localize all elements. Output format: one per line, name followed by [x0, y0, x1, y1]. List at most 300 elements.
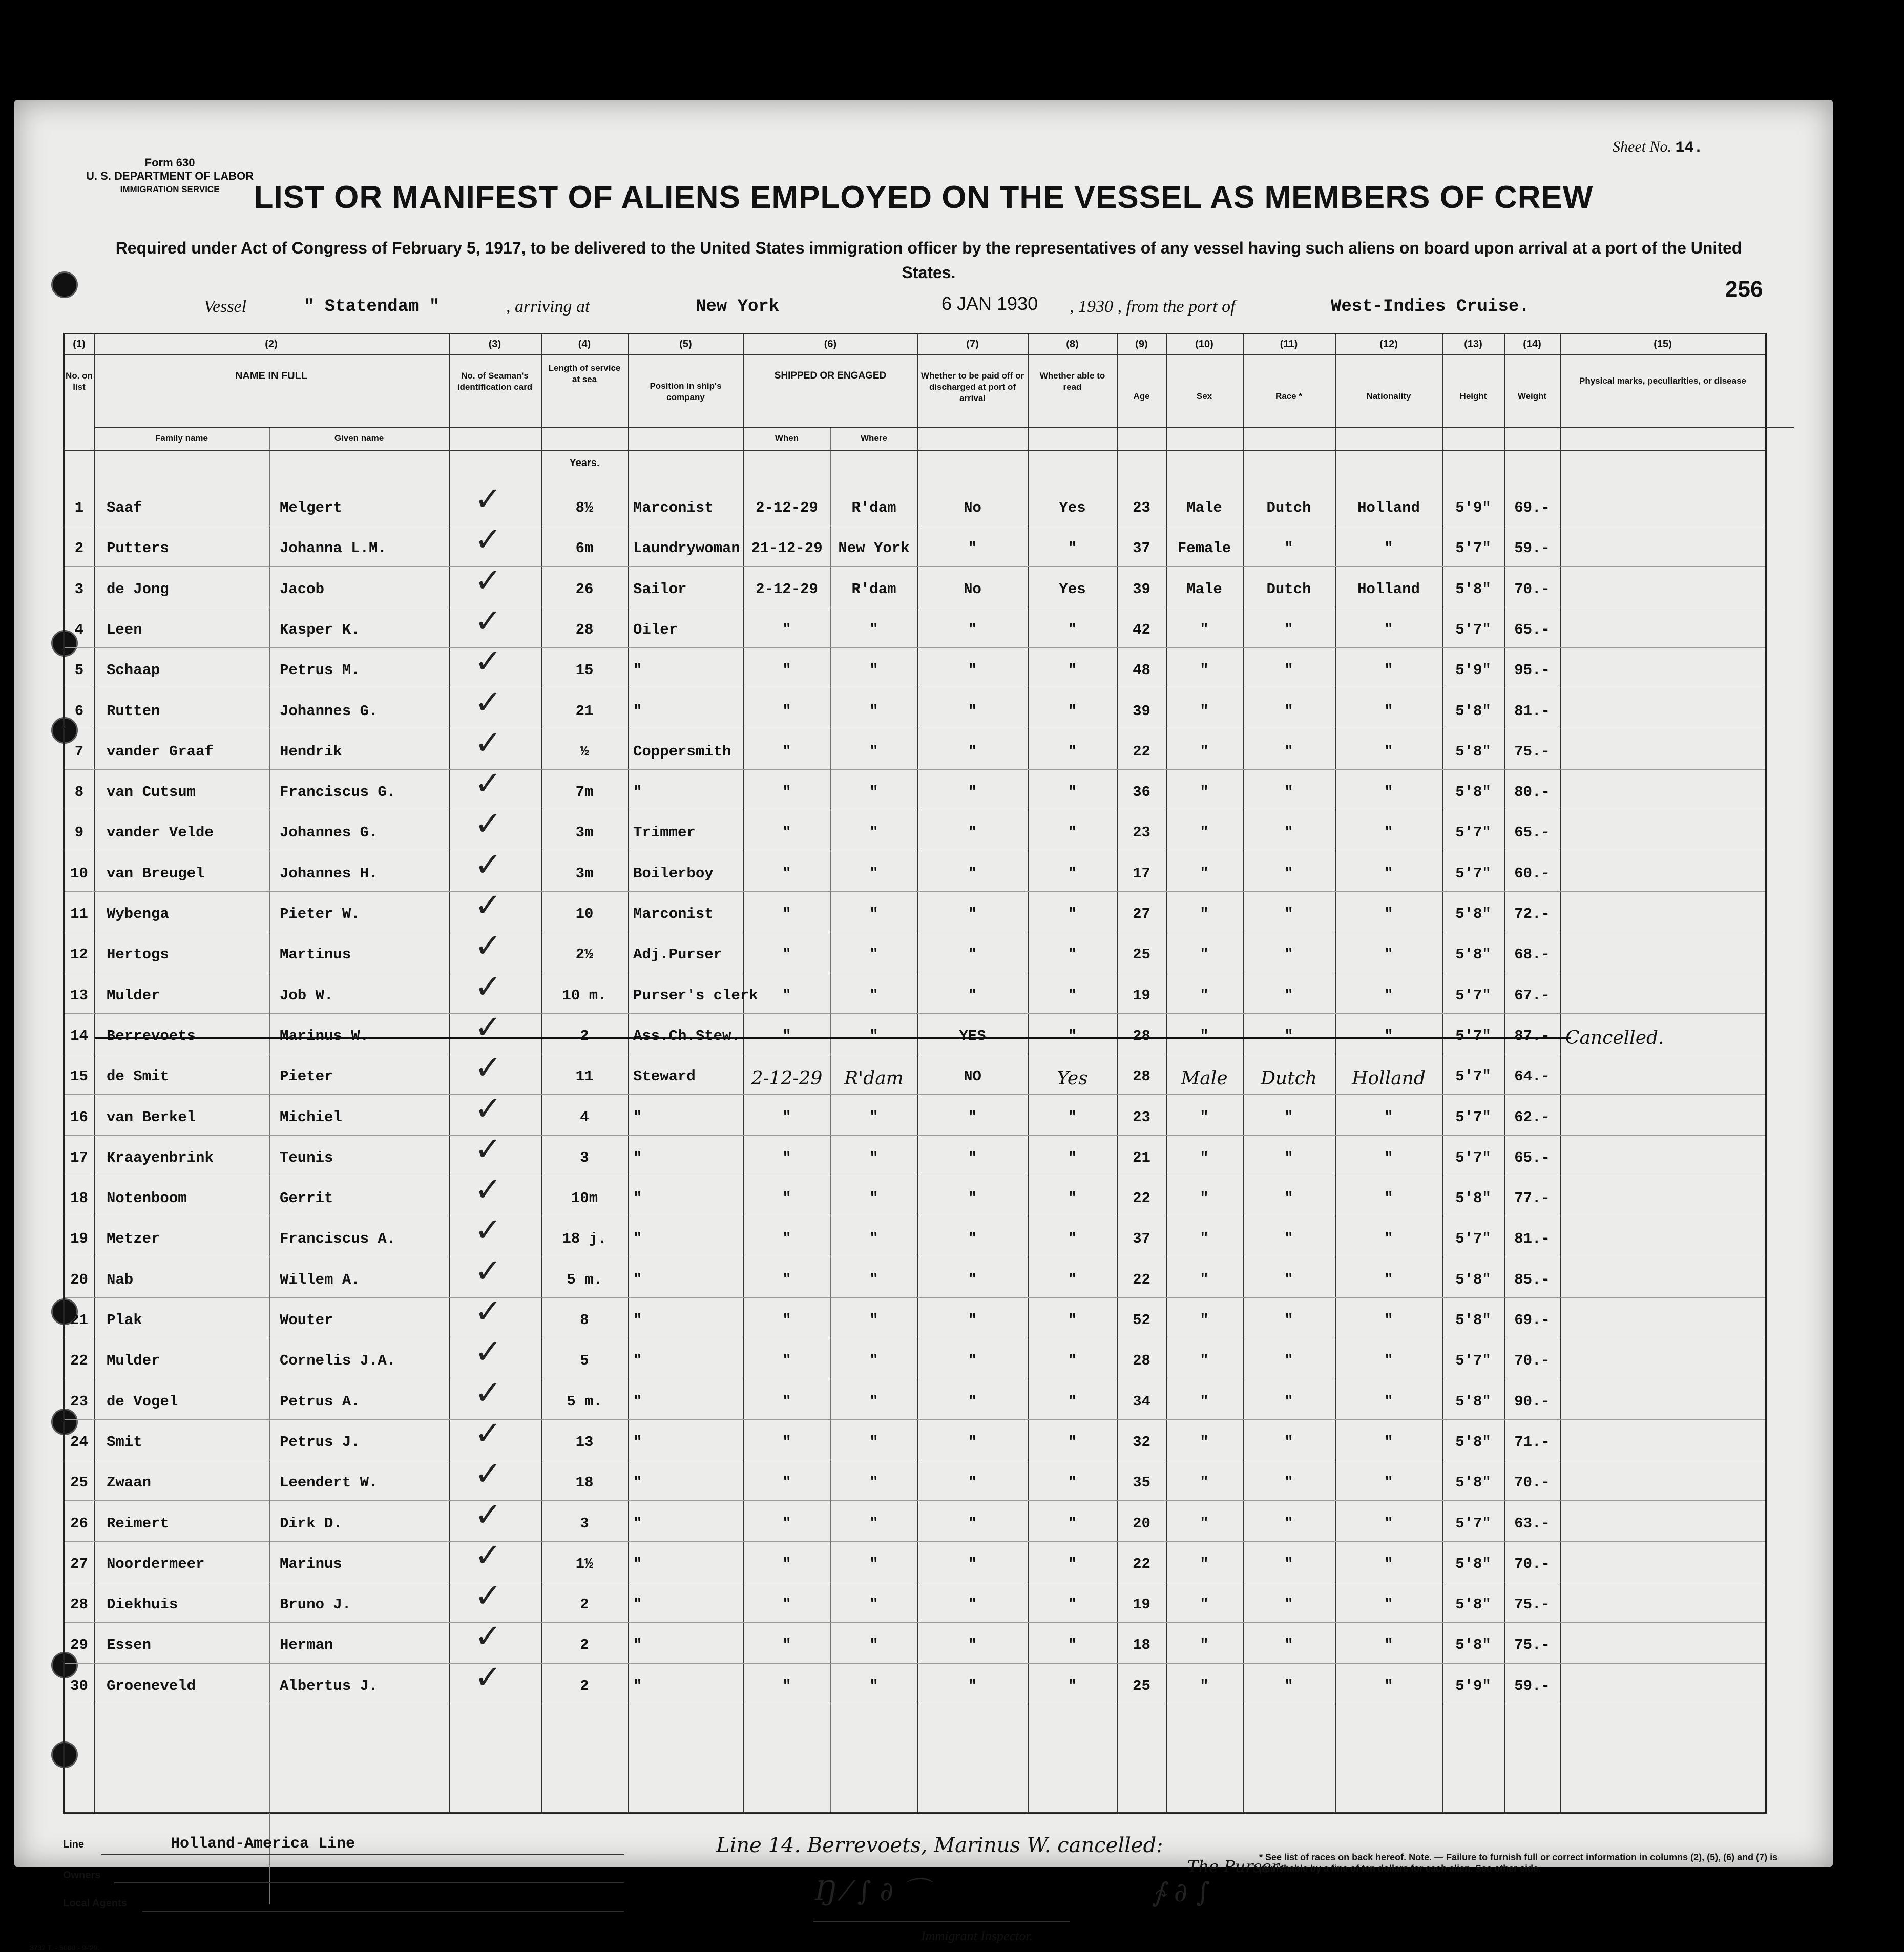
- cell-race: ": [1284, 1636, 1293, 1654]
- cell-service: 3m: [575, 865, 594, 882]
- cell-height: 5'8": [1455, 784, 1491, 801]
- cell-nationality: ": [1384, 824, 1393, 842]
- arriving-label: , arriving at: [506, 297, 590, 316]
- cell-weight: 70.-: [1514, 1474, 1550, 1492]
- cell-position: ": [633, 1230, 642, 1248]
- cell-where: ": [869, 702, 878, 720]
- cell-family: Saaf: [107, 499, 142, 516]
- seaman-card-check-mark: ✓: [474, 561, 502, 600]
- cell-family: Essen: [107, 1636, 152, 1654]
- cell-no: 23: [70, 1393, 88, 1410]
- cell-weight: 70.-: [1514, 1555, 1550, 1572]
- col-num: (8): [1066, 339, 1079, 350]
- cell-no: 11: [70, 906, 88, 922]
- cell-position: ": [633, 1515, 642, 1532]
- cell-nationality: ": [1384, 1393, 1393, 1410]
- cell-race: ": [1284, 1555, 1293, 1572]
- cell-paid: ": [968, 987, 977, 1004]
- seaman-card-check-mark: ✓: [474, 683, 502, 722]
- cell-position: ": [633, 1677, 642, 1694]
- cell-read: ": [1068, 743, 1077, 760]
- table-row: [65, 805, 1765, 853]
- table-row: [65, 1414, 1765, 1463]
- cell-age: 20: [1133, 1515, 1150, 1532]
- table-row: [65, 521, 1765, 569]
- cell-nationality: ": [1384, 1352, 1393, 1370]
- row-rule: [65, 1541, 1765, 1542]
- row-rule: [65, 1419, 1765, 1420]
- cell-where: ": [869, 621, 878, 638]
- cell-age: 22: [1133, 1271, 1150, 1288]
- cell-read: ": [1068, 824, 1077, 842]
- cell-where: ": [869, 1108, 878, 1126]
- seaman-card-check-mark: ✓: [474, 643, 502, 681]
- cell-family: Berrevoets: [107, 1027, 196, 1044]
- cell-position: ": [633, 1636, 642, 1654]
- cell-no: 1: [74, 499, 84, 516]
- cell-paid: ": [968, 1596, 977, 1613]
- cell-nationality: ": [1384, 1271, 1393, 1288]
- cell-sex: ": [1200, 906, 1209, 922]
- cell-service: 2: [580, 1677, 589, 1694]
- cell-nationality: ": [1384, 1027, 1393, 1044]
- cell-position: Oiler: [633, 621, 678, 638]
- cell-sex: Male: [1181, 1068, 1228, 1089]
- cell-given: Leendert W.: [280, 1474, 378, 1492]
- table-row: [65, 846, 1765, 894]
- cell-family: Groeneveld: [107, 1677, 196, 1694]
- cell-age: 18: [1133, 1636, 1150, 1654]
- page-title: LIST OR MANIFEST OF ALIENS EMPLOYED ON THE VESSEL AS MEMBERS OF CREW: [254, 180, 1594, 215]
- cell-age: 23: [1133, 824, 1150, 842]
- cell-when: ": [782, 662, 791, 679]
- header-physical-marks: Physical marks, peculiarities, or disease: [1579, 376, 1746, 386]
- cell-race: ": [1284, 743, 1293, 760]
- cell-family: Metzer: [107, 1230, 160, 1248]
- cell-sex: ": [1200, 662, 1209, 679]
- cell-weight: 67.-: [1514, 987, 1550, 1004]
- cell-given: Marinus: [280, 1555, 342, 1572]
- cell-no: 14: [70, 1027, 88, 1044]
- seaman-card-check-mark: ✓: [474, 1455, 502, 1494]
- cell-race: ": [1284, 987, 1293, 1004]
- cell-paid: ": [968, 824, 977, 842]
- cell-sex: Male: [1186, 499, 1222, 516]
- cell-nationality: ": [1384, 1230, 1393, 1248]
- cell-sex: ": [1200, 784, 1209, 801]
- cell-weight: 87.-: [1514, 1027, 1550, 1044]
- header-where: Where: [861, 433, 887, 443]
- cell-read: ": [1068, 1190, 1077, 1207]
- cell-paid: ": [968, 1190, 977, 1207]
- cell-age: 25: [1133, 1677, 1150, 1694]
- cell-paid: ": [968, 1312, 977, 1329]
- cell-where: ": [869, 784, 878, 801]
- cell-height: 5'7": [1455, 987, 1491, 1004]
- cell-position: ": [633, 1555, 642, 1572]
- cell-family: Wybenga: [107, 906, 169, 922]
- cell-when: ": [782, 1230, 791, 1248]
- cell-read: ": [1068, 1474, 1077, 1492]
- cell-no: 12: [70, 946, 88, 963]
- cell-when: ": [782, 1433, 791, 1451]
- cell-sex: ": [1200, 1108, 1209, 1126]
- col-num: (15): [1654, 339, 1672, 350]
- cell-given: Dirk D.: [280, 1515, 342, 1532]
- cell-service: 21: [575, 702, 594, 720]
- cell-height: 5'8": [1455, 580, 1491, 598]
- row-rule: [65, 566, 1765, 567]
- cell-service: 2: [580, 1027, 589, 1044]
- cell-weight: 75.-: [1514, 743, 1550, 760]
- cell-when: ": [782, 743, 791, 760]
- cell-when: ": [782, 1474, 791, 1492]
- cell-height: 5'8": [1455, 1474, 1491, 1492]
- cell-when: 21-12-29: [751, 540, 823, 557]
- cell-height: 5'9": [1455, 1677, 1491, 1694]
- cell-when: ": [782, 1108, 791, 1126]
- seaman-card-check-mark: ✓: [474, 1211, 502, 1250]
- seaman-card-check-mark: ✓: [474, 805, 502, 844]
- cell-given: Pieter: [280, 1068, 333, 1085]
- cell-no: 2: [74, 540, 84, 557]
- cell-read: ": [1068, 987, 1077, 1004]
- cell-service: 8½: [575, 499, 594, 516]
- cell-nationality: Holland: [1357, 580, 1420, 598]
- cell-family: Nab: [107, 1271, 134, 1288]
- cell-height: 5'8": [1455, 1190, 1491, 1207]
- cell-family: Smit: [107, 1433, 142, 1451]
- cell-age: 21: [1133, 1149, 1150, 1166]
- cell-family: Plak: [107, 1312, 142, 1329]
- col-num: (9): [1135, 339, 1148, 350]
- cell-when: ": [782, 1190, 791, 1207]
- seaman-card-check-mark: ✓: [474, 1333, 502, 1372]
- cell-paid: ": [968, 1108, 977, 1126]
- cell-read: ": [1068, 1312, 1077, 1329]
- header-when: When: [775, 433, 799, 443]
- table-row: [65, 1293, 1765, 1341]
- table-row: [65, 683, 1765, 732]
- cell-family: vander Velde: [107, 824, 214, 842]
- cell-family: Noordermeer: [107, 1555, 205, 1572]
- cell-read: ": [1068, 1636, 1077, 1654]
- cell-read: ": [1068, 662, 1077, 679]
- cell-where: ": [869, 743, 878, 760]
- cell-age: 23: [1133, 1108, 1150, 1126]
- cell-paid: ": [968, 1515, 977, 1532]
- cell-nationality: ": [1384, 702, 1393, 720]
- line-label: Line: [63, 1839, 85, 1850]
- row-rule: [65, 1297, 1765, 1298]
- cell-paid: ": [968, 784, 977, 801]
- cell-service: 26: [575, 580, 594, 598]
- cell-no: 26: [70, 1515, 88, 1532]
- col-num: (10): [1195, 339, 1213, 350]
- cell-no: 19: [70, 1230, 88, 1248]
- cell-service: 5: [580, 1352, 589, 1370]
- sheet-number: [1613, 138, 1703, 157]
- cell-service: 11: [575, 1068, 594, 1085]
- cell-height: 5'7": [1455, 1068, 1491, 1085]
- cell-weight: 75.-: [1514, 1636, 1550, 1654]
- cell-sex: ": [1200, 865, 1209, 882]
- cell-paid: ": [968, 621, 977, 638]
- cell-height: 5'8": [1455, 1312, 1491, 1329]
- cell-age: 36: [1133, 784, 1150, 801]
- cell-no: 8: [74, 784, 84, 801]
- cell-no: 4: [74, 621, 84, 638]
- cell-position: Laundrywoman: [633, 540, 740, 557]
- cell-when: 2-12-29: [756, 580, 818, 598]
- cell-family: Notenboom: [107, 1190, 187, 1207]
- cell-race: ": [1284, 1393, 1293, 1410]
- cell-position: Ass.Ch.Stew.: [633, 1027, 740, 1044]
- cell-weight: 75.-: [1514, 1596, 1550, 1613]
- table-row: [65, 1333, 1765, 1381]
- cell-position: ": [633, 784, 642, 801]
- cell-paid: ": [968, 1433, 977, 1451]
- header-seaman-card: No. of Seaman's identification card: [457, 371, 533, 392]
- cell-no: 27: [70, 1555, 88, 1572]
- cell-where: ": [869, 946, 878, 963]
- cell-family: van Berkel: [107, 1108, 196, 1126]
- col-num: (4): [578, 339, 591, 350]
- cell-no: 3: [74, 580, 84, 598]
- cell-height: 5'8": [1455, 1271, 1491, 1288]
- cell-service: 7m: [575, 784, 594, 801]
- table-row: [65, 602, 1765, 650]
- cell-no: 24: [70, 1433, 88, 1451]
- cell-position: ": [633, 1352, 642, 1370]
- cell-height: 5'7": [1455, 1230, 1491, 1248]
- row-rule: [65, 1013, 1765, 1014]
- cell-no: 5: [74, 662, 84, 679]
- cell-height: 5'7": [1455, 540, 1491, 557]
- cell-race: ": [1284, 540, 1293, 557]
- cell-where: ": [869, 1352, 878, 1370]
- cell-when: ": [782, 702, 791, 720]
- cell-sex: ": [1200, 987, 1209, 1004]
- cell-age: 32: [1133, 1433, 1150, 1451]
- cell-family: Rutten: [107, 702, 160, 720]
- cell-read: ": [1068, 1433, 1077, 1451]
- table-row: [65, 724, 1765, 772]
- cell-nationality: ": [1384, 946, 1393, 963]
- cell-service: 2: [580, 1596, 589, 1613]
- seaman-card-check-mark: ✓: [474, 1496, 502, 1534]
- cell-no: 18: [70, 1190, 88, 1207]
- voyage-line: [204, 293, 1792, 323]
- seaman-card-check-mark: ✓: [474, 1577, 502, 1615]
- cell-where: ": [869, 1027, 878, 1044]
- cell-when: ": [782, 784, 791, 801]
- owners-rule: [114, 1882, 624, 1883]
- cell-height: 5'9": [1455, 662, 1491, 679]
- cell-paid: ": [968, 946, 977, 963]
- cell-position: Boilerboy: [633, 865, 714, 882]
- cell-where: R'dam: [851, 499, 896, 516]
- cell-race: ": [1284, 621, 1293, 638]
- cell-service: 1½: [575, 1555, 594, 1572]
- inspector-rule: [813, 1921, 1070, 1922]
- cell-nationality: ": [1384, 1677, 1393, 1694]
- cell-sex: ": [1200, 1596, 1209, 1613]
- seaman-card-check-mark: ✓: [474, 927, 502, 965]
- seaman-card-check-mark: ✓: [474, 968, 502, 1006]
- cell-position: ": [633, 1433, 642, 1451]
- cell-race: ": [1284, 1352, 1293, 1370]
- vessel-name: " Statendam ": [304, 297, 440, 317]
- cell-where: ": [869, 662, 878, 679]
- cell-height: 5'7": [1455, 621, 1491, 638]
- cell-when: 2-12-29: [756, 499, 818, 516]
- cell-family: Kraayenbrink: [107, 1149, 214, 1166]
- cell-paid: ": [968, 1636, 977, 1654]
- cell-sex: ": [1200, 1352, 1209, 1370]
- header-weight: Weight: [1517, 391, 1547, 401]
- cell-paid: No: [964, 580, 981, 598]
- cell-no: 30: [70, 1677, 88, 1694]
- cell-service: 5 m.: [567, 1271, 602, 1288]
- cell-nationality: ": [1384, 865, 1393, 882]
- cell-height: 5'7": [1455, 1352, 1491, 1370]
- cell-nationality: ": [1384, 1474, 1393, 1492]
- seaman-card-check-mark: ✓: [474, 1293, 502, 1331]
- seaman-card-check-mark: ✓: [474, 765, 502, 803]
- cell-sex: ": [1200, 1312, 1209, 1329]
- cell-position: ": [633, 1149, 642, 1166]
- cell-no: 6: [74, 702, 84, 720]
- cell-paid: ": [968, 702, 977, 720]
- cell-no: 16: [70, 1108, 88, 1126]
- cell-age: 37: [1133, 540, 1150, 557]
- table-row: [65, 1374, 1765, 1422]
- cell-given: Gerrit: [280, 1190, 333, 1207]
- cell-race: ": [1284, 1271, 1293, 1288]
- cell-when: ": [782, 1636, 791, 1654]
- cell-position: Adj.Purser: [633, 946, 723, 963]
- footnote: * See list of races on back hereof. Note. — Failure to furnish full or correct information in columns (2), (5), (6) and (7) is punishable by a fine of ten dollars for each alien. See other side.: [1259, 1852, 1778, 1874]
- header-units: Years.: [569, 457, 600, 469]
- cell-paid: ": [968, 1271, 977, 1288]
- cell-position: Marconist: [633, 906, 714, 922]
- cell-sex: ": [1200, 743, 1209, 760]
- cell-read: ": [1068, 1027, 1077, 1044]
- table-row: [65, 1536, 1765, 1585]
- cell-race: ": [1284, 784, 1293, 801]
- cell-family: Mulder: [107, 987, 160, 1004]
- form-number: Form 630: [144, 156, 195, 169]
- cell-nationality: ": [1384, 1596, 1393, 1613]
- table-row: [65, 887, 1765, 935]
- cell-nationality: ": [1384, 662, 1393, 679]
- cell-given: Bruno J.: [280, 1596, 351, 1613]
- seaman-card-check-mark: ✓: [474, 1374, 502, 1412]
- cell-marks: Cancelled.: [1565, 1027, 1664, 1048]
- header-height: Height: [1459, 391, 1487, 401]
- cell-family: vander Graaf: [107, 743, 214, 760]
- seaman-card-check-mark: ✓: [474, 480, 502, 518]
- cell-height: 5'9": [1455, 499, 1491, 516]
- cell-position: ": [633, 1108, 642, 1126]
- cell-weight: 90.-: [1514, 1393, 1550, 1410]
- cell-given: Franciscus A.: [280, 1230, 396, 1248]
- cell-service: 10 m.: [562, 987, 607, 1004]
- line-value: Holland-America Line: [171, 1835, 355, 1853]
- cell-nationality: ": [1384, 987, 1393, 1004]
- cell-paid: NO: [964, 1068, 981, 1085]
- arrival-port: New York: [696, 297, 780, 317]
- cell-read: Yes: [1059, 499, 1086, 516]
- cell-given: Pieter W.: [280, 906, 360, 922]
- cell-read: ": [1068, 946, 1077, 963]
- cell-given: Cornelis J.A.: [280, 1352, 396, 1370]
- cell-height: 5'7": [1455, 1108, 1491, 1126]
- cell-height: 5'8": [1455, 946, 1491, 963]
- cell-sex: Female: [1177, 540, 1231, 557]
- cell-position: ": [633, 1596, 642, 1613]
- cell-weight: 65.-: [1514, 1149, 1550, 1166]
- cell-age: 37: [1133, 1230, 1150, 1248]
- cell-no: 13: [70, 987, 88, 1004]
- cell-weight: 77.-: [1514, 1190, 1550, 1207]
- cell-family: Leen: [107, 621, 142, 638]
- cell-age: 42: [1133, 621, 1150, 638]
- cell-weight: 81.-: [1514, 1230, 1550, 1248]
- seaman-card-check-mark: ✓: [474, 1252, 502, 1290]
- cell-given: Michiel: [280, 1108, 342, 1126]
- table-row: [65, 1577, 1765, 1625]
- col-num: (5): [679, 339, 692, 350]
- cell-when: ": [782, 824, 791, 842]
- table-row: [65, 1008, 1765, 1057]
- cell-sex: ": [1200, 1433, 1209, 1451]
- col-num: (7): [966, 339, 979, 350]
- row-rule: [65, 891, 1765, 892]
- cell-sex: ": [1200, 1149, 1209, 1166]
- cancellation-remark: Line 14. Berrevoets, Marinus W. cancelled:: [716, 1834, 1163, 1857]
- cell-service: 15: [575, 662, 594, 679]
- cell-nationality: ": [1384, 1433, 1393, 1451]
- cell-service: 4: [580, 1108, 589, 1126]
- cell-nationality: ": [1384, 1312, 1393, 1329]
- header-paid-off: Whether to be paid off or discharged at port of arrival: [920, 371, 1024, 403]
- cell-where: New York: [838, 540, 910, 557]
- cell-weight: 68.-: [1514, 946, 1550, 963]
- cell-age: 22: [1133, 1190, 1150, 1207]
- cell-where: ": [869, 1474, 878, 1492]
- table-row: [65, 765, 1765, 813]
- cell-race: ": [1284, 1027, 1293, 1044]
- strike-through-line: [95, 1037, 1571, 1039]
- cell-no: 20: [70, 1271, 88, 1288]
- row-rule: [65, 1622, 1765, 1623]
- cell-when: ": [782, 1677, 791, 1694]
- cell-nationality: ": [1384, 784, 1393, 801]
- cell-family: Zwaan: [107, 1474, 152, 1492]
- cell-no: 29: [70, 1636, 88, 1654]
- cell-when: ": [782, 865, 791, 882]
- cell-race: ": [1284, 1149, 1293, 1166]
- col-num: (13): [1464, 339, 1482, 350]
- manifest-sheet: [14, 100, 1833, 1952]
- cell-age: 34: [1133, 1393, 1150, 1410]
- cell-service: 8: [580, 1312, 589, 1329]
- cell-read: Yes: [1059, 580, 1086, 598]
- cell-position: Steward: [633, 1068, 696, 1085]
- cell-nationality: ": [1384, 1515, 1393, 1532]
